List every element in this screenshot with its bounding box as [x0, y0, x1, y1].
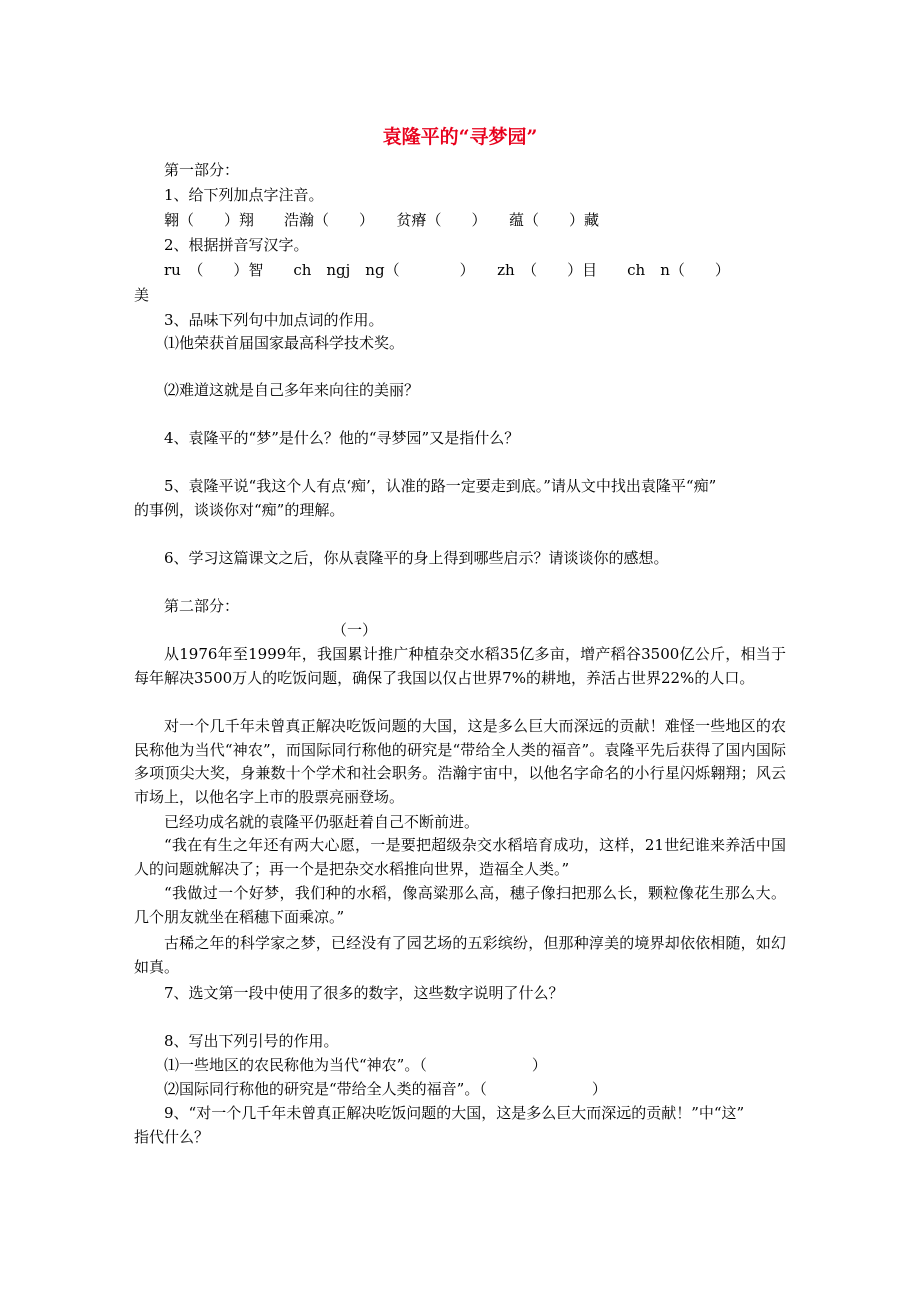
question-4: 4、袁隆平的“梦”是什么？他的“寻梦园”又是指什么？	[164, 429, 520, 447]
question-9-line-1: 9、“对一个几千年未曾真正解决吃饭问题的大国，这是多么巨大而深远的贡献！”中“这”	[164, 1104, 745, 1122]
question-2-tail: 美	[134, 286, 150, 304]
passage-paragraph-5: “我做过一个好梦，我们种的水稻，像高粱那么高，穗子像扫把那么长，颗粒像花生那么大。几个朋友就坐在稻穗下面乘凉。”	[134, 884, 786, 926]
document-title: 袁隆平的“寻梦园”	[382, 126, 538, 148]
passage-paragraph-4: “我在有生之年还有两大心愿，一是要把超级杂交水稻培育成功，这样，21世纪谁来养活中国人的问题就解决了；再一个是把杂交水稻推向世界，造福全人类。”	[134, 836, 786, 878]
passage-paragraph-2: 对一个几千年未曾真正解决吃饭问题的大国，这是多么巨大而深远的贡献！难怪一些地区的农民称他为当代“神农”，而国际同行称他的研究是“带给全人类的福音”。袁隆平先后获得了国内国际多项顶尖大奖，身兼数十个学术和社会职务。浩瀚宇宙中，以他名字命名的小行星闪烁翱翔；风云市场上，以他名字上市的股票亮丽登场。	[134, 717, 786, 806]
question-2: 2、根据拼音写汉字。	[164, 236, 309, 254]
question-1: 1、给下列加点字注音。	[164, 186, 324, 204]
part1-heading: 第一部分：	[164, 161, 240, 179]
question-9-line-2: 指代什么？	[134, 1128, 210, 1146]
part2-heading: 第二部分：	[164, 597, 240, 615]
question-1-words: 翱（ ）翔 浩瀚（ ） 贫瘠（ ） 蕴（ ）藏	[164, 211, 600, 229]
passage-paragraph-3: 已经功成名就的袁隆平仍驱赶着自己不断前进。	[164, 813, 480, 831]
question-3-item-1: ⑴他荣获首届国家最高科学技术奖。	[164, 334, 405, 352]
section-number: （一）	[332, 621, 378, 639]
question-5-line-2: 的事例，谈谈你对“痴”的理解。	[134, 501, 345, 519]
question-8-item-2: ⑵国际同行称他的研究是“带给全人类的福音”。（ ）	[164, 1080, 607, 1098]
question-7: 7、选文第一段中使用了很多的数字，这些数字说明了什么？	[164, 984, 564, 1002]
question-3: 3、品味下列句中加点词的作用。	[164, 311, 384, 329]
question-8: 8、写出下列引号的作用。	[164, 1032, 339, 1050]
question-5-line-1: 5、袁隆平说“我这个人有点‘痴’，认准的路一定要走到底。”请从文中找出袁隆平“痴”	[164, 477, 717, 495]
passage-paragraph-6: 古稀之年的科学家之梦，已经没有了园艺场的五彩缤纷，但那种淳美的境界却依依相随，如幻如真。	[134, 934, 786, 976]
question-8-item-1: ⑴一些地区的农民称他为当代“神农”。（ ）	[164, 1056, 547, 1074]
passage-paragraph-1: 从1976年至1999年，我国累计推广种植杂交水稻35亿多亩，增产稻谷3500亿公斤，相当于每年解决3500万人的吃饭问题，确保了我国以仅占世界7%的耕地，养活占世界22%的人口。	[134, 645, 786, 687]
question-3-item-2: ⑵难道这就是自己多年来向往的美丽？	[164, 381, 420, 399]
question-6: 6、学习这篇课文之后，你从袁隆平的身上得到哪些启示？请谈谈你的感想。	[164, 549, 669, 567]
question-2-pinyin: ru （ ）智 ch ngj ng（ ） zh （ ）目 ch n（ ）	[164, 261, 730, 279]
